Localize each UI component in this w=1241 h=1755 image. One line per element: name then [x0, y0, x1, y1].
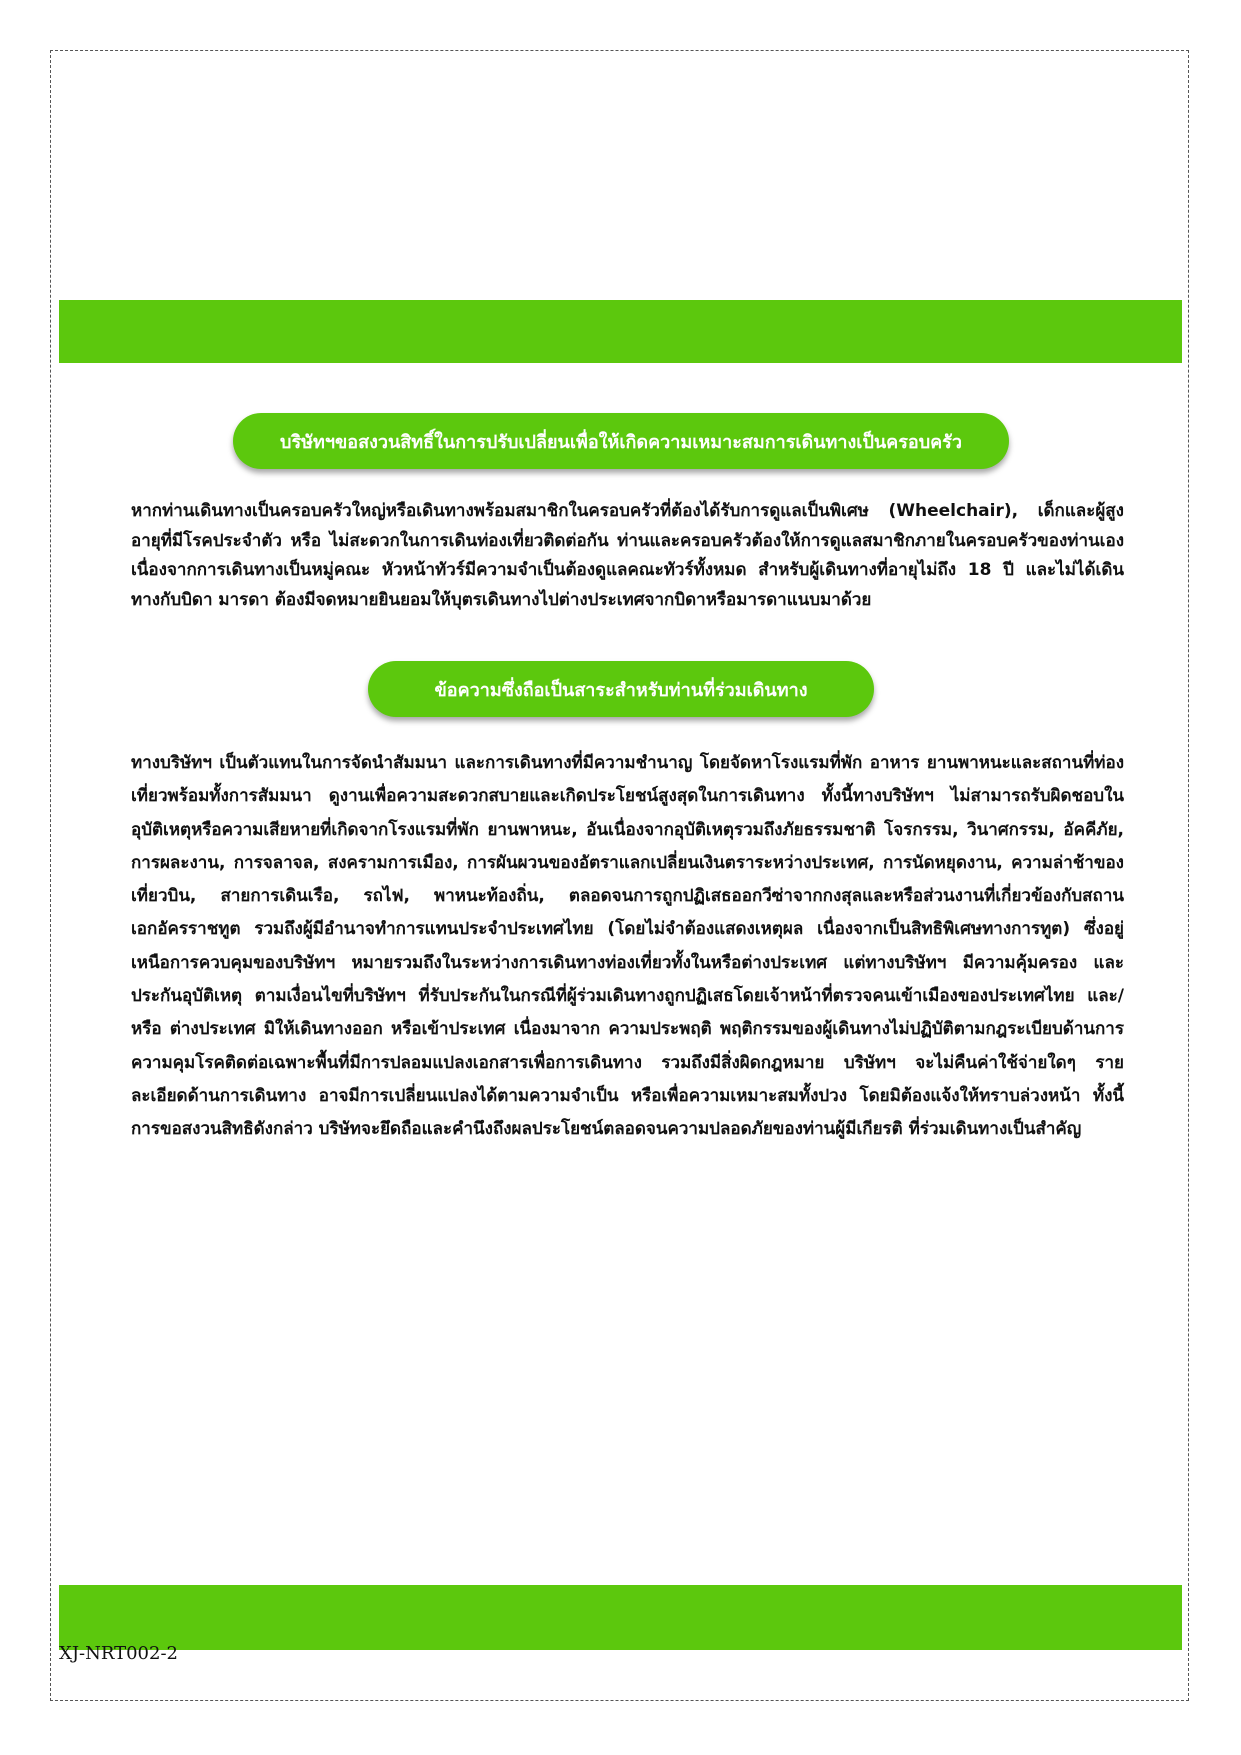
- document-code: XJ-NRT002-2: [59, 1643, 178, 1664]
- family-travel-paragraph: หากท่านเดินทางเป็นครอบครัวใหญ่หรือเดินทางพร้อมสมาชิกในครอบครัวที่ต้องได้รับการดูแลเป็นพิเศษ (Wheelchair), เด็กและผู้สูงอายุที่มีโรคประจำตัว หรือ ไม่สะดวกในการเดินท่องเที่ยวติดต่อกัน ท่านและครอบครัวต้องให้การดูแลสมาชิกภายในครอบครัวของท่านเอง เนื่องจากการเดินทางเป็นหมู่คณะ หัวหน้าทัวร์มีความจำเป็นต้องดูแลคณะทัวร์ทั้งหมด สำหรับผู้เดินทางที่อายุไม่ถึง 18 ปี และไม่ได้เดินทางกับบิดา มารดา ต้องมีจดหมายยินยอมให้บุตรเดินทางไปต่างประเทศจากบิดาหรือมารดาแนบมาด้วย: [131, 501, 1124, 610]
- section-heading-important-notes: ข้อความซึ่งถือเป็นสาระสำหรับท่านที่ร่วมเดินทาง: [368, 661, 874, 717]
- terms-paragraph: ทางบริษัทฯ เป็นตัวแทนในการจัดนำสัมมนา และการเดินทางที่มีความชำนาญ โดยจัดหาโรงแรมที่พัก อาหาร ยานพาหนะและสถานที่ท่องเที่ยวพร้อมทั้งการสัมมนา ดูงานเพื่อความสะดวกสบายและเกิดประโยชน์สูงสุดในการเดินทาง ทั้งนี้ทางบริษัทฯ ไม่สามารถรับผิดชอบในอุบัติเหตุหรือความเสียหายที่เกิดจากโรงแรมที่พัก ยานพาหนะ, อันเนื่องจากอุบัติเหตุรวมถึงภัยธรรมชาติ โจรกรรม, วินาศกรรม, อัคคีภัย, การผละงาน, การจลาจล, สงครามการเมือง, การผันผวนของอัตราแลกเปลี่ยนเงินตราระหว่างประเทศ, การนัดหยุดงาน, ความล่าช้าของเที่ยวบิน, สายการเดินเรือ, รถไฟ, พาหนะท้องถิ่น, ตลอดจนการถูกปฏิเสธออกวีซ่าจากกงสุลและหรือส่วนงานที่เกี่ยวข้องกับสถานเอกอัครราชทูต รวมถึงผู้มีอำนาจทำการแทนประจำประเทศไทย (โดยไม่จำต้องแสดงเหตุผล เนื่องจากเป็นสิทธิพิเศษทางการทูต) ซึ่งอยู่เหนือการควบคุมของบริษัทฯ หมายรวมถึงในระหว่างการเดินทางท่องเที่ยวทั้งในหรือต่างประเทศ แต่ทางบริษัทฯ มีความคุ้มครอง และประกันอุบัติเหตุ ตามเงื่อนไขที่บริษัทฯ ที่รับประกันในกรณีที่ผู้ร่วมเดินทางถูกปฏิเสธโดยเจ้าหน้าที่ตรวจคนเข้าเมืองของประเทศไทย และ/หรือ ต่างประเทศ มิให้เดินทางออก หรือเข้าประเทศ เนื่องมาจาก ความประพฤติ พฤติกรรมของผู้เดินทางไม่ปฏิบัติตามกฎระเบียบด้านการความคุมโรคติดต่อเฉพาะพื้นที่มีการปลอมแปลงเอกสารเพื่อการเดินทาง รวมถึงมีสิ่งผิดกฎหมาย บริษัทฯ จะไม่คืนค่าใช้จ่ายใดๆ รายละเอียดด้านการเดินทาง อาจมีการเปลี่ยนแปลงได้ตามความจำเป็น หรือเพื่อความเหมาะสมทั้งปวง โดยมิต้องแจ้งให้ทราบล่วงหน้า ทั้งนี้การขอสงวนสิทธิดังกล่าว บริษัทจะยึดถือและคำนึงถึงผลประโยชน์ตลอดจนความปลอดภัยของท่านผู้มีเกียรติ ที่ร่วมเดินทางเป็นสำคัญ: [131, 753, 1124, 1140]
- header-green-band: [59, 300, 1182, 363]
- section-heading-family-travel: บริษัทฯขอสงวนสิทธิ์ในการปรับเปลี่ยนเพื่อให้เกิดความเหมาะสมการเดินทางเป็นครอบครัว: [233, 413, 1009, 469]
- footer-green-band: [59, 1585, 1182, 1650]
